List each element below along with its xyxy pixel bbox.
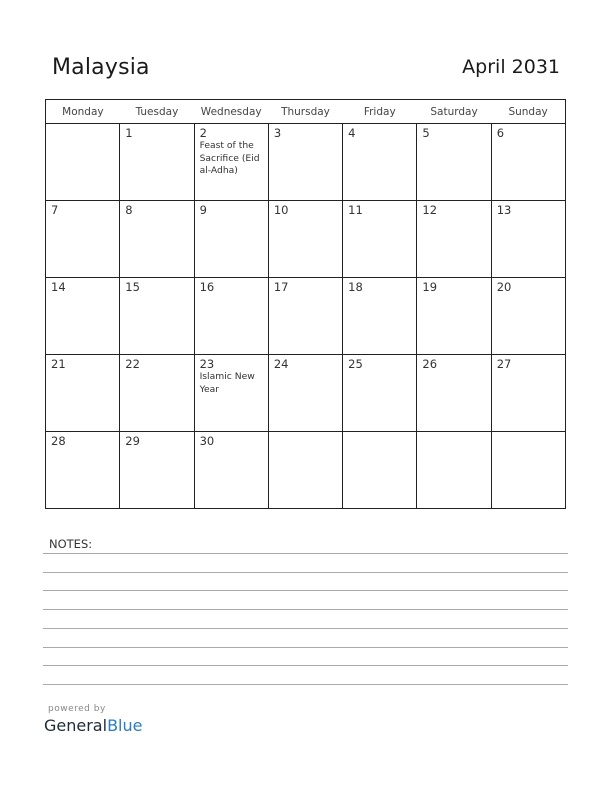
day-cell-content — [195, 432, 268, 450]
day-number: 28 — [51, 434, 66, 448]
day-cell — [120, 355, 194, 432]
day-cell-content — [417, 124, 490, 142]
day-number: 25 — [348, 357, 363, 371]
day-number: 27 — [496, 357, 512, 371]
day-cell-content — [492, 278, 565, 296]
day-cell — [194, 278, 268, 355]
day-cell-content — [120, 201, 193, 219]
day-cell — [343, 124, 417, 201]
day-cell — [46, 432, 120, 509]
notes-label: NOTES: — [49, 537, 93, 551]
weekday-header: Saturday — [417, 100, 491, 124]
day-number: 14 — [51, 280, 66, 294]
day-cell-content — [269, 278, 342, 296]
day-cell-content — [46, 278, 119, 296]
day-number: 23 — [199, 357, 215, 371]
day-number: 4 — [348, 126, 356, 140]
day-cell — [46, 355, 120, 432]
day-cell — [120, 432, 194, 509]
weekday-header: Tuesday — [120, 100, 194, 124]
day-cell-content — [120, 432, 193, 450]
note-line — [43, 665, 568, 666]
day-cell — [491, 201, 565, 278]
day-cell-content — [195, 201, 268, 219]
country-title: Malaysia — [52, 55, 150, 80]
day-cell — [194, 201, 268, 278]
brand-logo-part2: Blue — [107, 716, 143, 735]
holiday-label: Islamic New Year — [199, 371, 255, 395]
day-cell-content — [46, 432, 119, 450]
day-cell-content — [343, 278, 416, 296]
day-number: 10 — [273, 203, 289, 217]
week-row — [46, 201, 566, 278]
day-cell — [491, 124, 565, 201]
day-cell-content — [343, 201, 416, 219]
day-cell-content — [195, 278, 268, 296]
day-cell — [417, 278, 491, 355]
day-cell — [268, 124, 342, 201]
day-cell-content — [492, 201, 565, 219]
day-cell — [194, 432, 268, 509]
day-number: 8 — [125, 203, 133, 217]
weekday-header: Monday — [46, 100, 120, 124]
note-line — [43, 628, 568, 629]
day-number: 12 — [422, 203, 438, 217]
day-cell-content — [46, 355, 119, 373]
day-number: 16 — [199, 280, 215, 294]
week-row — [46, 124, 566, 201]
note-line — [43, 609, 568, 610]
day-number: 7 — [51, 203, 59, 217]
note-line — [43, 572, 568, 573]
day-cell-content — [46, 201, 119, 219]
day-number: 24 — [273, 357, 289, 371]
day-cell — [268, 201, 342, 278]
day-cell — [120, 124, 194, 201]
weekday-header: Thursday — [268, 100, 342, 124]
day-cell — [417, 355, 491, 432]
day-cell-content — [46, 124, 119, 128]
day-cell — [343, 355, 417, 432]
day-number: 13 — [496, 203, 512, 217]
day-cell — [491, 278, 565, 355]
day-number: 20 — [496, 280, 512, 294]
day-cell — [268, 278, 342, 355]
weekday-header: Friday — [343, 100, 417, 124]
note-line — [43, 684, 568, 685]
day-cell-content — [120, 278, 193, 296]
day-cell — [417, 201, 491, 278]
day-cell — [268, 355, 342, 432]
day-cell-content — [417, 278, 490, 296]
day-cell-content — [195, 355, 268, 398]
day-cell-content — [343, 432, 416, 436]
day-number: 5 — [422, 126, 430, 140]
day-cell-content — [417, 201, 490, 219]
day-cell-content — [120, 124, 193, 142]
day-cell — [194, 124, 268, 201]
day-number: 3 — [273, 126, 282, 140]
day-number: 2 — [199, 126, 207, 140]
day-cell — [343, 278, 417, 355]
day-cell-content — [269, 432, 342, 436]
note-line — [43, 590, 568, 591]
day-cell — [343, 201, 417, 278]
brand-logo — [44, 716, 142, 735]
day-number: 15 — [125, 280, 140, 294]
weekday-header: Wednesday — [194, 100, 268, 124]
calendar-grid — [45, 99, 566, 509]
day-cell — [120, 278, 194, 355]
week-row — [46, 432, 566, 509]
day-number: 26 — [422, 357, 438, 371]
day-cell-content — [417, 355, 490, 373]
day-number: 19 — [422, 280, 438, 294]
note-line — [43, 553, 568, 554]
day-cell-content — [492, 355, 565, 373]
day-cell-content — [269, 355, 342, 373]
week-row — [46, 278, 566, 355]
calendar-body — [46, 124, 566, 509]
day-cell — [417, 432, 491, 509]
day-cell-content — [195, 124, 268, 180]
day-number: 17 — [273, 280, 289, 294]
day-cell-content — [120, 355, 193, 373]
day-cell — [46, 124, 120, 201]
day-cell — [417, 124, 491, 201]
day-number: 18 — [348, 280, 363, 294]
note-line — [43, 647, 568, 648]
brand-logo-part1: General — [44, 716, 108, 735]
day-cell-content — [343, 355, 416, 373]
day-number: 1 — [125, 126, 133, 140]
day-cell — [120, 201, 194, 278]
day-number: 6 — [496, 126, 505, 140]
week-row — [46, 355, 566, 432]
day-cell — [194, 355, 268, 432]
day-cell — [46, 201, 120, 278]
weekday-header: Sunday — [491, 100, 565, 124]
day-cell-content — [269, 201, 342, 219]
day-number: 30 — [199, 434, 215, 448]
day-cell — [491, 355, 565, 432]
holiday-label: Feast of the Sacrifice (Eid al-Adha) — [199, 140, 260, 176]
day-cell-content — [343, 124, 416, 142]
day-number: 22 — [125, 357, 140, 371]
powered-by-text: powered by — [48, 704, 106, 714]
day-cell — [268, 432, 342, 509]
day-number: 9 — [199, 203, 207, 217]
day-cell-content — [417, 432, 490, 436]
day-number: 21 — [51, 357, 66, 371]
day-number: 11 — [348, 203, 363, 217]
day-cell-content — [492, 432, 565, 436]
day-cell-content — [269, 124, 342, 142]
day-cell-content — [492, 124, 565, 142]
month-year-title: April 2031 — [462, 56, 560, 78]
weekday-header-row — [46, 100, 566, 124]
day-cell — [46, 278, 120, 355]
day-number: 29 — [125, 434, 140, 448]
day-cell — [491, 432, 565, 509]
day-cell — [343, 432, 417, 509]
